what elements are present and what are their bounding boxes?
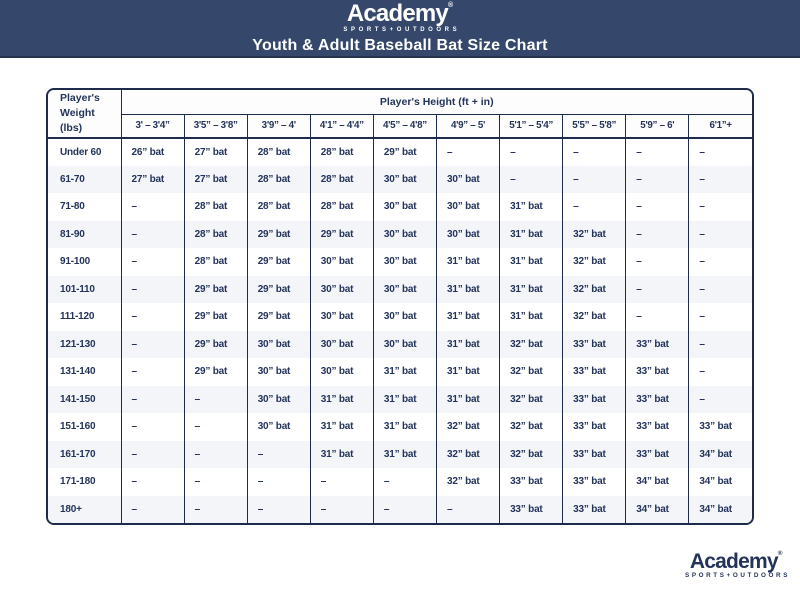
bat-size-cell: –: [184, 441, 247, 469]
bat-size-cell: –: [247, 441, 310, 469]
bat-size-cell: 33” bat: [500, 496, 563, 524]
bat-size-cell: –: [121, 496, 184, 524]
height-column-header: 6'1”+: [689, 114, 752, 138]
bat-size-cell: 27” bat: [184, 166, 247, 194]
bat-size-cell: 34” bat: [689, 496, 752, 524]
bat-size-cell: –: [436, 496, 499, 524]
table-row: [48, 166, 752, 194]
bat-size-cell: 29” bat: [373, 138, 436, 166]
bat-size-cell: –: [626, 248, 689, 276]
weight-cell: 141-150: [60, 393, 96, 405]
table-row: [48, 303, 752, 331]
bat-size-cell: –: [121, 413, 184, 441]
bat-size-cell: 31” bat: [436, 248, 499, 276]
bat-size-cell: 33” bat: [563, 331, 626, 359]
header-row-columns: [48, 114, 752, 138]
bat-size-cell: 31” bat: [373, 441, 436, 469]
bat-size-cell: –: [689, 193, 752, 221]
bat-size-cell: 28” bat: [247, 166, 310, 194]
bat-size-cell: –: [121, 441, 184, 469]
bat-size-cell: 29” bat: [184, 358, 247, 386]
weight-cell: 81-90: [60, 228, 85, 240]
bat-size-cell: 34” bat: [689, 468, 752, 496]
academy-footer-logo: [682, 551, 790, 579]
bat-size-cell: –: [563, 138, 626, 166]
bat-size-cell: 26” bat: [121, 138, 184, 166]
bat-size-cell: 33” bat: [626, 441, 689, 469]
table-row: [48, 496, 752, 524]
weight-cell: 71-80: [60, 201, 85, 213]
bat-size-cell: 30” bat: [310, 276, 373, 304]
weight-cell: Under 60: [60, 146, 102, 158]
chart-area: [0, 88, 800, 525]
bat-size-cell: 31” bat: [373, 358, 436, 386]
weight-cell: 121-130: [60, 338, 96, 350]
academy-logo: [340, 2, 460, 33]
bat-size-cell: –: [121, 331, 184, 359]
bat-size-cell: –: [689, 358, 752, 386]
bat-size-cell: –: [121, 303, 184, 331]
bat-size-cell: –: [689, 331, 752, 359]
bat-size-cell: 33” bat: [500, 468, 563, 496]
bat-size-cell: 30” bat: [373, 248, 436, 276]
bat-size-cell: –: [121, 468, 184, 496]
weight-cell: 61-70: [60, 173, 85, 185]
bat-size-cell: –: [184, 386, 247, 414]
height-column-header: 5'5” – 5'8”: [563, 114, 626, 138]
weight-cell: 180+: [60, 503, 82, 515]
bat-size-cell: 30” bat: [310, 358, 373, 386]
bat-size-cell: –: [310, 468, 373, 496]
table-row: [48, 276, 752, 304]
bat-size-cell: –: [626, 193, 689, 221]
bat-size-cell: 31” bat: [436, 386, 499, 414]
bat-size-cell: –: [500, 166, 563, 194]
bat-size-cell: –: [247, 468, 310, 496]
bat-size-cell: 31” bat: [310, 386, 373, 414]
bat-size-cell: 33” bat: [626, 331, 689, 359]
bat-size-table-container: [46, 88, 754, 525]
bat-size-cell: –: [184, 413, 247, 441]
height-column-header: 5'9” – 6': [626, 114, 689, 138]
bat-size-cell: –: [373, 496, 436, 524]
bat-size-cell: 30” bat: [310, 331, 373, 359]
bat-size-cell: –: [373, 468, 436, 496]
bat-size-cell: –: [500, 138, 563, 166]
bat-size-cell: –: [689, 166, 752, 194]
bat-size-cell: 33” bat: [563, 413, 626, 441]
bat-size-cell: –: [563, 193, 626, 221]
table-row: [48, 386, 752, 414]
bat-size-cell: 28” bat: [310, 193, 373, 221]
bat-size-cell: –: [689, 276, 752, 304]
bat-size-cell: 33” bat: [626, 413, 689, 441]
table-row: [48, 248, 752, 276]
bat-size-cell: 30” bat: [247, 358, 310, 386]
bat-size-cell: 33” bat: [626, 386, 689, 414]
bat-size-cell: –: [247, 496, 310, 524]
bat-size-cell: 27” bat: [184, 138, 247, 166]
bat-size-cell: 30” bat: [373, 193, 436, 221]
bat-size-cell: 28” bat: [247, 193, 310, 221]
bat-size-cell: 33” bat: [563, 441, 626, 469]
bat-size-cell: 31” bat: [500, 276, 563, 304]
bat-size-cell: 30” bat: [373, 221, 436, 249]
header-row-span: [48, 90, 752, 114]
weight-cell: 131-140: [60, 366, 96, 378]
bat-size-cell: 30” bat: [373, 331, 436, 359]
bat-size-cell: 31” bat: [500, 193, 563, 221]
table-row: [48, 441, 752, 469]
bat-size-cell: 31” bat: [436, 303, 499, 331]
bat-size-cell: –: [121, 276, 184, 304]
bat-size-cell: 34” bat: [626, 496, 689, 524]
bat-size-cell: 29” bat: [247, 221, 310, 249]
bat-size-cell: –: [184, 468, 247, 496]
bat-size-cell: 32” bat: [563, 276, 626, 304]
academy-footer-subtitle: SPORTS+OUTDOORS: [685, 572, 790, 579]
table-row: [48, 358, 752, 386]
bat-size-cell: 32” bat: [436, 441, 499, 469]
table-row: [48, 193, 752, 221]
bat-size-cell: 31” bat: [373, 386, 436, 414]
bat-size-cell: –: [626, 303, 689, 331]
bat-size-cell: 34” bat: [626, 468, 689, 496]
bat-size-cell: 34” bat: [689, 441, 752, 469]
bat-size-cell: 30” bat: [436, 221, 499, 249]
bat-size-cell: –: [626, 221, 689, 249]
bat-size-cell: –: [121, 358, 184, 386]
footer-registered-mark: ®: [777, 550, 783, 557]
bat-size-cell: –: [121, 248, 184, 276]
bat-size-cell: –: [121, 386, 184, 414]
bat-size-cell: 30” bat: [310, 248, 373, 276]
bat-size-cell: –: [689, 303, 752, 331]
bat-size-cell: 31” bat: [500, 221, 563, 249]
bat-size-cell: –: [626, 138, 689, 166]
bat-size-cell: 31” bat: [436, 276, 499, 304]
bat-size-cell: 33” bat: [563, 358, 626, 386]
bat-size-cell: 32” bat: [500, 386, 563, 414]
bat-size-cell: 30” bat: [373, 303, 436, 331]
bat-size-cell: –: [689, 248, 752, 276]
bat-size-cell: –: [626, 276, 689, 304]
bat-size-cell: 31” bat: [500, 248, 563, 276]
bat-size-cell: 31” bat: [436, 358, 499, 386]
registered-mark: ®: [447, 1, 454, 9]
bat-size-cell: 30” bat: [373, 166, 436, 194]
bat-size-cell: 31” bat: [500, 303, 563, 331]
height-group-header: Player's Height (ft + in): [121, 90, 752, 114]
weight-cell: 101-110: [60, 283, 95, 295]
weight-cell: 171-180: [60, 476, 96, 488]
banner: [0, 0, 800, 58]
weight-cell: 161-170: [60, 448, 96, 460]
bat-size-cell: 29” bat: [184, 303, 247, 331]
bat-size-cell: –: [626, 166, 689, 194]
bat-size-cell: –: [436, 138, 499, 166]
bat-size-cell: –: [689, 138, 752, 166]
height-column-header: 3'9” – 4': [247, 114, 310, 138]
bat-size-cell: 28” bat: [247, 138, 310, 166]
height-column-header: 3' – 3'4”: [121, 114, 184, 138]
bat-size-cell: 30” bat: [373, 276, 436, 304]
bat-size-cell: 30” bat: [436, 166, 499, 194]
bat-size-cell: 32” bat: [436, 413, 499, 441]
bat-size-cell: –: [121, 221, 184, 249]
bat-size-cell: 30” bat: [436, 193, 499, 221]
bat-size-cell: 32” bat: [500, 358, 563, 386]
bat-size-cell: 32” bat: [500, 331, 563, 359]
bat-size-cell: 30” bat: [247, 386, 310, 414]
bat-size-cell: 28” bat: [184, 221, 247, 249]
table-row: [48, 221, 752, 249]
bat-size-cell: 31” bat: [373, 413, 436, 441]
academy-footer-wordmark: Academy: [689, 550, 778, 573]
bat-size-cell: –: [563, 166, 626, 194]
height-column-header: 4'9” – 5': [436, 114, 499, 138]
height-column-header: 3'5” – 3'8”: [184, 114, 247, 138]
bat-size-cell: 32” bat: [436, 468, 499, 496]
bat-size-cell: 33” bat: [689, 413, 752, 441]
bat-size-cell: 33” bat: [563, 468, 626, 496]
bat-size-cell: 29” bat: [310, 221, 373, 249]
bat-size-cell: 28” bat: [184, 193, 247, 221]
height-column-header: 4'5” – 4'8”: [373, 114, 436, 138]
bat-size-cell: 32” bat: [563, 221, 626, 249]
bat-size-cell: 33” bat: [563, 496, 626, 524]
table-row: [48, 413, 752, 441]
bat-size-cell: –: [121, 193, 184, 221]
table-row: [48, 331, 752, 359]
bat-size-cell: –: [689, 221, 752, 249]
weight-cell: 111-120: [60, 311, 95, 323]
bat-size-cell: 29” bat: [184, 276, 247, 304]
bat-size-cell: 31” bat: [310, 413, 373, 441]
bat-size-cell: 31” bat: [310, 441, 373, 469]
bat-size-cell: 32” bat: [500, 441, 563, 469]
table-row: [48, 468, 752, 496]
height-column-header: 4'1” – 4'4”: [310, 114, 373, 138]
bat-size-cell: 29” bat: [247, 303, 310, 331]
bat-size-cell: –: [310, 496, 373, 524]
academy-logo-wordmark: Academy: [346, 0, 448, 27]
bat-size-cell: 28” bat: [310, 166, 373, 194]
bat-size-cell: 30” bat: [247, 413, 310, 441]
bat-size-cell: 29” bat: [247, 248, 310, 276]
bat-size-cell: 33” bat: [626, 358, 689, 386]
height-column-header: 5'1” – 5'4”: [500, 114, 563, 138]
bat-size-cell: –: [184, 496, 247, 524]
weight-cell: 151-160: [60, 421, 96, 433]
bat-size-cell: 29” bat: [247, 276, 310, 304]
bat-size-cell: 30” bat: [247, 331, 310, 359]
bat-size-cell: 32” bat: [563, 248, 626, 276]
weight-column-header: Player's Weight (lbs): [48, 90, 121, 138]
bat-size-cell: 29” bat: [184, 331, 247, 359]
table-row: [48, 138, 752, 166]
academy-logo-subtitle: SPORTS+OUTDOORS: [343, 26, 461, 33]
bat-size-cell: 28” bat: [310, 138, 373, 166]
bat-size-cell: 32” bat: [563, 303, 626, 331]
bat-size-cell: 33” bat: [563, 386, 626, 414]
bat-size-cell: 30” bat: [310, 303, 373, 331]
bat-size-cell: –: [689, 386, 752, 414]
bat-size-cell: 32” bat: [500, 413, 563, 441]
bat-size-cell: 28” bat: [184, 248, 247, 276]
bat-size-cell: 31” bat: [436, 331, 499, 359]
weight-cell: 91-100: [60, 256, 90, 268]
bat-size-table: [48, 90, 752, 523]
page-title: Youth & Adult Baseball Bat Size Chart: [252, 36, 548, 54]
bat-size-cell: 27” bat: [121, 166, 184, 194]
